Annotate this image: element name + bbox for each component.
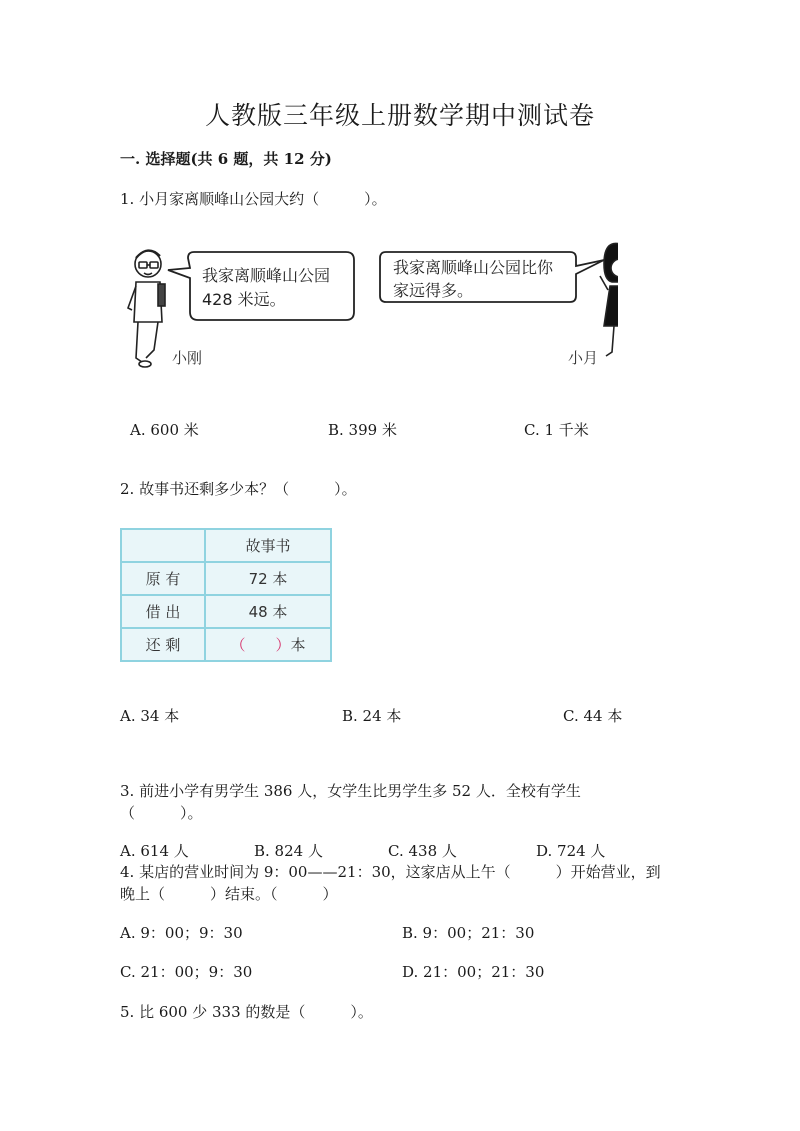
q3-option-c[interactable]: C. 438 人	[388, 842, 457, 860]
q3-option-a[interactable]: A. 614 人	[120, 842, 189, 860]
question-3-stem-line-2: （ ）。	[120, 804, 203, 822]
girl-speech-line-2: 家远得多。	[393, 281, 474, 300]
q2-option-a[interactable]: A. 34 本	[120, 707, 180, 725]
q1-option-c[interactable]: C. 1 千米	[524, 421, 589, 439]
question-5-stem: 5. 比 600 少 333 的数是（ ）。	[120, 1003, 373, 1021]
row-label-lent: 借 出	[121, 595, 205, 628]
question-1-stem: 1. 小月家离顺峰山公园大约（ ）。	[120, 190, 387, 208]
q4-option-c[interactable]: C. 21：00；9：30	[120, 963, 253, 981]
q4-option-b[interactable]: B. 9：00；21：30	[402, 924, 535, 942]
girl-name-label: 小月	[568, 349, 599, 367]
boy-speech-line-1: 我家离顺峰山公园	[202, 266, 331, 285]
table-corner	[121, 529, 205, 562]
question-3-stem-line-1: 3. 前进小学有男学生 386 人，女学生比男学生多 52 人．全校有学生	[120, 782, 581, 800]
q4-option-d[interactable]: D. 21：00；21：30	[402, 963, 545, 981]
girl-speech-line-1: 我家离顺峰山公园比你	[393, 258, 554, 277]
row-value-remaining	[205, 628, 331, 661]
page-title: 人教版三年级上册数学期中测试卷	[204, 101, 595, 130]
q2-option-c[interactable]: C. 44 本	[563, 707, 623, 725]
row-value-original: 72 本	[205, 562, 331, 595]
answer-blank: （ ）	[230, 636, 291, 654]
question-4-stem-line-2: 晚上（ ）结束。（ ）	[120, 885, 338, 903]
q1-option-a[interactable]: A. 600 米	[130, 421, 199, 439]
question-2-stem: 2. 故事书还剩多少本？（ ）。	[120, 480, 357, 498]
q3-option-b[interactable]: B. 824 人	[254, 842, 323, 860]
boy-speech-line-2: 428 米远。	[202, 290, 286, 309]
row-label-original: 原 有	[121, 562, 205, 595]
q2-option-b[interactable]: B. 24 本	[342, 707, 402, 725]
boy-figure	[128, 250, 165, 367]
unit-label: 本	[290, 636, 306, 654]
storybook-table	[120, 528, 332, 662]
q1-option-b[interactable]: B. 399 米	[328, 421, 397, 439]
section-heading: 一. 选择题(共 6 题，共 12 分)	[120, 150, 332, 168]
boy-name-label: 小刚	[172, 349, 203, 367]
q3-option-d[interactable]: D. 724 人	[536, 842, 606, 860]
table-header: 故事书	[205, 529, 331, 562]
row-label-remaining: 还 剩	[121, 628, 205, 661]
question-4-stem-line-1: 4. 某店的营业时间为 9：00——21：30，这家店从上午（ ）开始营业，到	[120, 863, 661, 881]
row-value-lent: 48 本	[205, 595, 331, 628]
q4-option-a[interactable]: A. 9：00；9：30	[120, 924, 243, 942]
